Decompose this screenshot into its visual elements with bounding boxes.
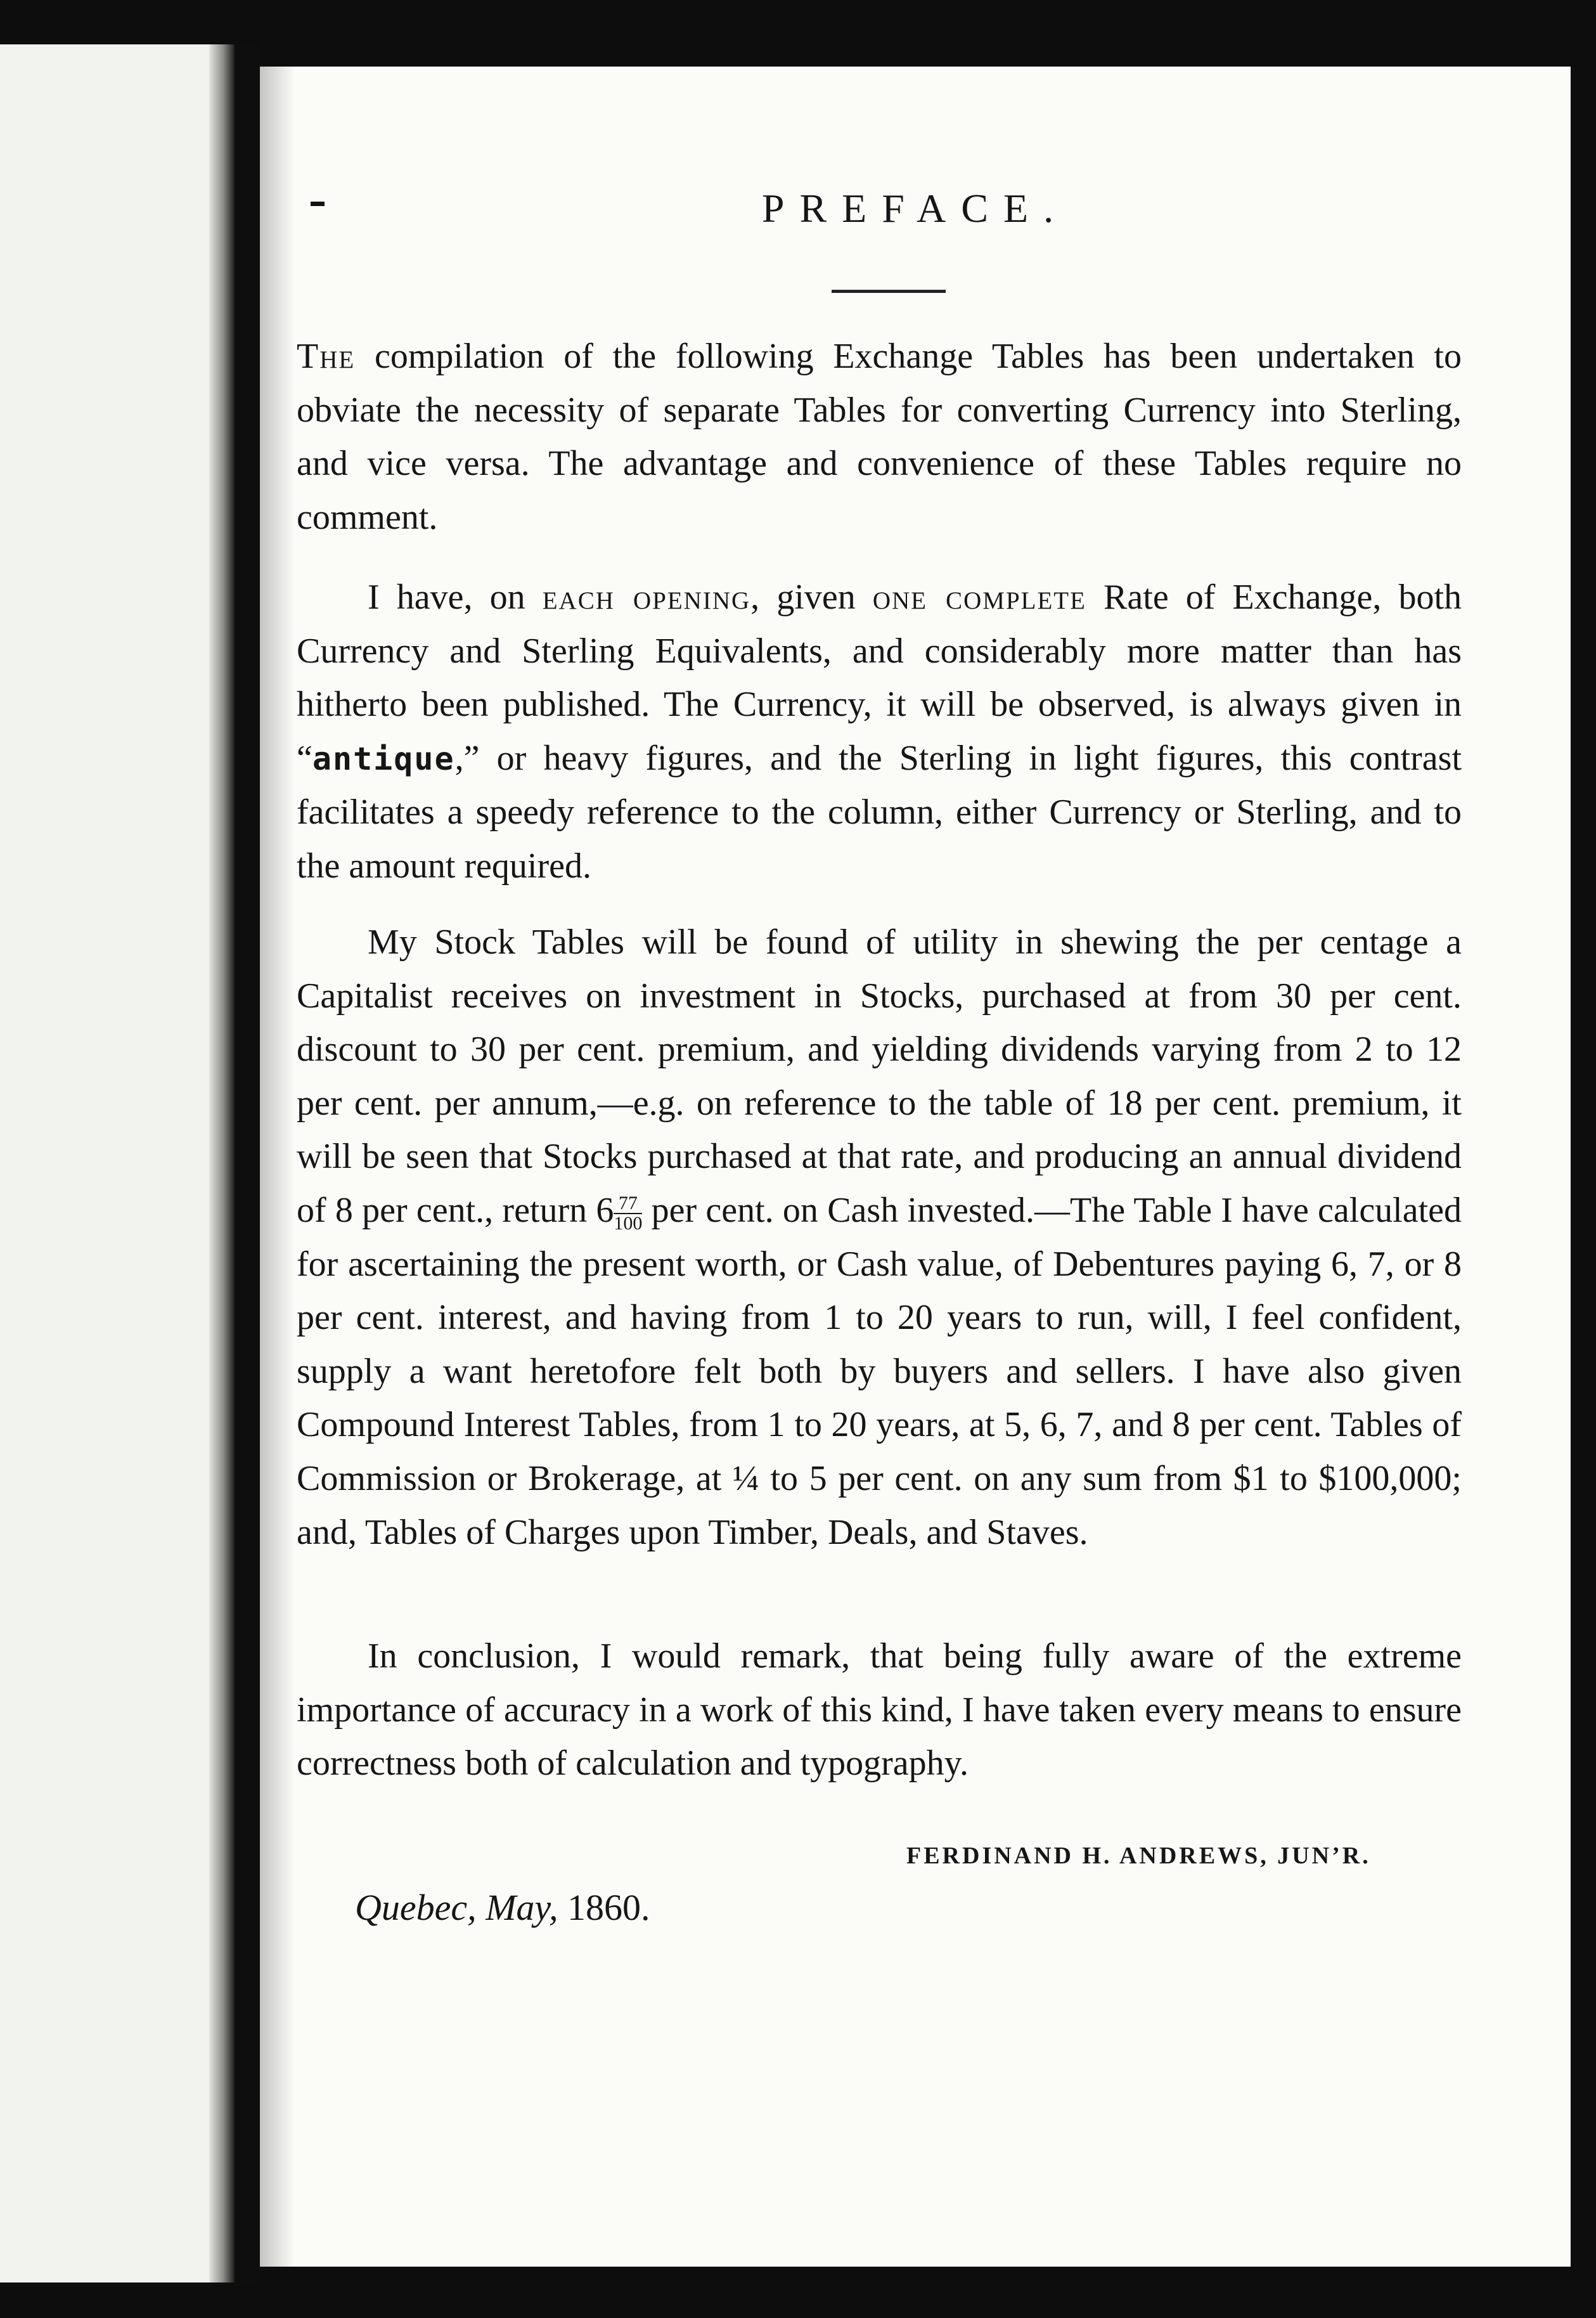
- year: 1860.: [558, 1887, 650, 1928]
- paragraph-1: [297, 330, 1462, 544]
- book-gutter: [235, 44, 260, 2282]
- paragraph-2-part1: I have, on: [368, 578, 543, 617]
- paragraph-2-smallcaps-2: one complete: [872, 578, 1086, 617]
- paragraph-3-part1: My Stock Tables will be found of utility in shewing the per centage a Capitalist receives on investment in Stocks, purchased at from 30 per cent. discount to 30 per cent. premium, and yielding dividends varying from 2 to 12 per cent. per annum,—e.g. on reference to the table of 18 per cent. premium, it will be seen that Stocks purchased at that rate, and producing an annual dividend of 8 per cent., return 6: [297, 923, 1462, 1230]
- signature: FERDINAND H. ANDREWS, JUN’R.: [906, 1842, 1371, 1869]
- fraction: [614, 1194, 642, 1233]
- fraction-numerator: 77: [614, 1194, 642, 1214]
- paragraph-2-antique-word: antique: [312, 740, 455, 777]
- paragraph-2-part4: ,” or heavy figures, and the Sterling in light figures, this contrast facilitates a speedy reference to the column, either Currency or Sterling, and to the amount required.: [297, 738, 1462, 886]
- paragraph-4: In conclusion, I would remark, that being fully aware of the extreme importance of accuracy in a work of this kind, I have taken every means to ensure correctness both of calculation and typography.: [297, 1636, 1462, 1784]
- paragraph-1-text: compilation of the following Exchange Tables has been undertaken to obviate the necessity of separate Tables for converting Currency into Sterling, and vice versa. The advantage and convenience of these Tables require no comment.: [297, 337, 1462, 537]
- facing-page: [0, 44, 236, 2282]
- place-date: [355, 1886, 650, 1929]
- title-rule: [832, 290, 946, 293]
- place: Quebec, May,: [355, 1887, 558, 1928]
- fraction-denominator: 100: [614, 1213, 643, 1234]
- page-title: PREFACE.: [761, 186, 1069, 231]
- paragraph-3-part2: per cent. on Cash invested.—The Table I have calculated for ascertaining the present worth, or Cash value, of Debentures paying 6, 7, or 8 per cent. interest, and having from 1 to 20 years to run, will, I feel confident, supply a want heretofore felt both by buyers and sellers. I have also given Compound Interest Tables, from 1 to 20 years, at 5, 6, 7, and 8 per cent. Tables of Commission or Brokerage, at ¼ to 5 per cent. on any sum from $1 to $100,000; and, Tables of Charges upon Timber, Deals, and Staves.: [297, 1190, 1462, 1552]
- paragraph-2-part2: , given: [750, 578, 873, 617]
- paragraph-2-smallcaps-1: each opening: [542, 578, 751, 617]
- paragraph-3: [297, 916, 1462, 1559]
- paragraph-1-lead: The: [297, 337, 356, 376]
- paragraph-2: [297, 571, 1462, 893]
- book-edge: [209, 44, 235, 2282]
- paragraph-2-part3: Rate of Exchange, both Currency and Sterling Equivalents, and considerably more matter than has hitherto been published. The Currency, it will be observed, is always given in “: [297, 578, 1462, 778]
- page-shadow: [260, 67, 295, 2267]
